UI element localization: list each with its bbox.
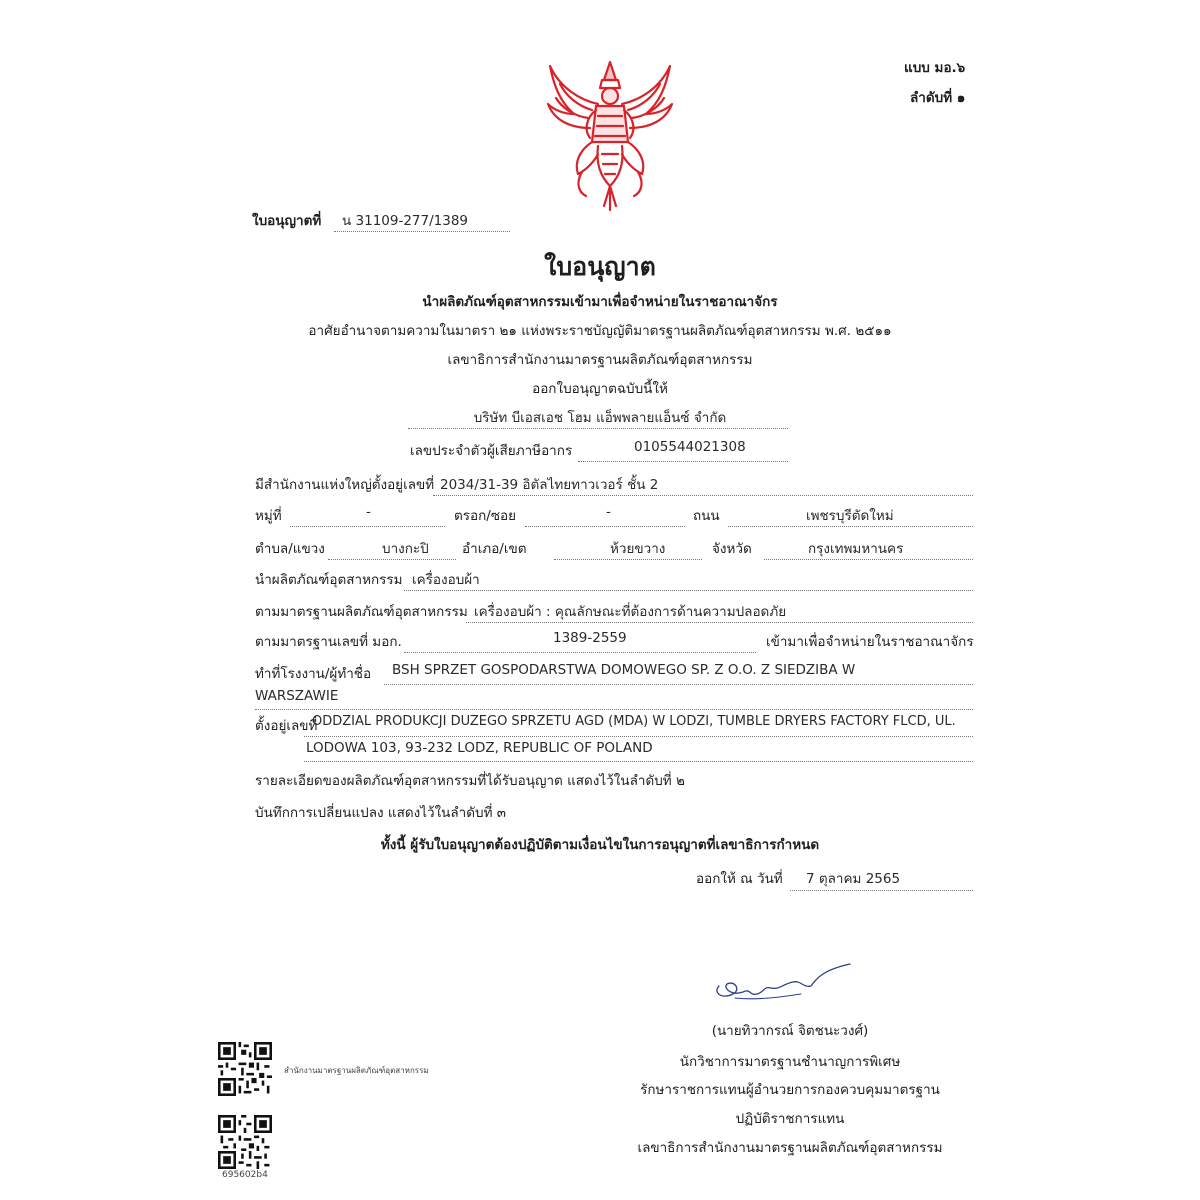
- soi-label: ตรอก/ซอย: [454, 508, 517, 524]
- road-value: เพชรบุรีตัดใหม่: [806, 508, 894, 524]
- tax-id-value: 0105544021308: [634, 439, 746, 455]
- document-subtitle: นำผลิตภัณฑ์อุตสาหกรรมเข้ามาเพื่อจำหน่ายในราชอาณาจักร: [422, 294, 778, 310]
- signer-acting: รักษาราชการแทนผู้อำนวยการกองควบคุมมาตรฐาน: [640, 1082, 940, 1098]
- garuda-emblem-icon: [540, 58, 680, 214]
- hq-value: 2034/31-39 อิตัลไทยทาวเวอร์ ชั้น 2: [440, 477, 659, 493]
- road-label: ถนน: [693, 508, 720, 524]
- soi-value: -: [606, 504, 611, 520]
- standard-label: ตามมาตรฐานผลิตภัณฑ์อุตสาหกรรม: [255, 604, 468, 620]
- signer-position: นักวิชาการมาตรฐานชำนาญการพิเศษ: [679, 1054, 901, 1070]
- dotted-line: [334, 231, 510, 232]
- subdistrict-value: บางกะปิ: [382, 541, 429, 557]
- issuer-line: เลขาธิการสำนักงานมาตรฐานผลิตภัณฑ์อุตสาหกรรม: [447, 352, 753, 368]
- standard-value: เครื่องอบผ้า : คุณลักษณะที่ต้องการด้านความปลอดภัย: [474, 604, 787, 620]
- standard-no-suffix: เข้ามาเพื่อจำหน่ายในราชอาณาจักร: [766, 634, 974, 650]
- factory-name-line1: BSH SPRZET GOSPODARSTWA DOMOWEGO SP. Z O.O. Z SIEDZIBA W: [392, 662, 856, 678]
- province-value: กรุงเทพมหานคร: [808, 541, 904, 557]
- dotted-line: [554, 559, 702, 560]
- dotted-line: [384, 684, 973, 685]
- product-value: เครื่องอบผ้า: [412, 572, 480, 588]
- district-value: ห้วยขวาง: [610, 541, 666, 557]
- dotted-line: [328, 559, 456, 560]
- condition-statement: ทั้งนี้ ผู้รับใบอนุญาตต้องปฏิบัติตามเงื่อนไขในการอนุญาตที่เลขาธิการกำหนด: [380, 837, 820, 853]
- sequence-number: ลำดับที่ ๑: [910, 90, 966, 106]
- signature-icon: [705, 958, 855, 1006]
- company-name: บริษัท บีเอสเอช โฮม แอ็พพลายแอ็นซ์ จำกัด: [473, 410, 727, 426]
- moo-label: หมู่ที่: [255, 508, 282, 524]
- standard-no-value: 1389-2559: [553, 630, 627, 646]
- product-label: นำผลิตภัณฑ์อุตสาหกรรม: [255, 572, 403, 588]
- dotted-line: [728, 526, 973, 527]
- document-code: 695602b4: [222, 1170, 268, 1180]
- province-label: จังหวัด: [712, 541, 752, 557]
- dotted-line: [790, 890, 973, 891]
- qr-caption: สำนักงานมาตรฐานผลิตภัณฑ์อุตสาหกรรม: [284, 1066, 429, 1075]
- dotted-line: [290, 526, 445, 527]
- district-label: อำเภอ/เขต: [462, 541, 527, 557]
- factory-name-line2: WARSZAWIE: [255, 688, 339, 704]
- details-note: รายละเอียดของผลิตภัณฑ์อุตสาหกรรมที่ได้รับอนุญาต แสดงไว้ในลำดับที่ ๒: [255, 773, 685, 789]
- subdistrict-label: ตำบล/แขวง: [255, 541, 325, 557]
- dotted-line: [408, 428, 788, 429]
- dotted-line: [433, 495, 973, 496]
- qr-code-icon[interactable]: [218, 1115, 272, 1169]
- dotted-line: [466, 622, 973, 623]
- issue-date-value: 7 ตุลาคม 2565: [806, 871, 901, 887]
- authority-line: อาศัยอำนาจตามความในมาตรา ๒๑ แห่งพระราชบัญญัติมาตรฐานผลิตภัณฑ์อุตสาหกรรม พ.ศ. ๒๕๑๑: [308, 323, 892, 339]
- signer-duty: ปฏิบัติราชการแทน: [735, 1111, 845, 1127]
- tax-id-label: เลขประจำตัวผู้เสียภาษีอากร: [410, 443, 573, 459]
- dotted-line: [255, 709, 973, 710]
- dotted-line: [304, 736, 973, 737]
- factory-address-label: ตั้งอยู่เลขที่: [255, 718, 318, 734]
- moo-value: -: [366, 504, 371, 520]
- dotted-line: [404, 652, 756, 653]
- signer-name: (นายทิวากรณ์ จิตชนะวงศ์): [711, 1023, 869, 1039]
- dotted-line: [404, 590, 973, 591]
- hq-label: มีสำนักงานแห่งใหญ่ตั้งอยู่เลขที่: [255, 477, 435, 493]
- standard-no-label: ตามมาตรฐานเลขที่ มอก.: [255, 634, 402, 650]
- dotted-line: [578, 461, 788, 462]
- license-no-value: น 31109-277/1389: [342, 213, 469, 229]
- dotted-line: [764, 559, 973, 560]
- dotted-line: [304, 761, 973, 762]
- factory-address-line1: ODDZIAL PRODUKCJI DUZEGO SPRZETU AGD (MDA) W LODZI, TUMBLE DRYERS FACTORY FLCD, UL.: [312, 714, 956, 729]
- issue-to-line: ออกใบอนุญาตฉบับนี้ให้: [532, 381, 668, 397]
- factory-address-line2: LODOWA 103, 93-232 LODZ, REPUBLIC OF POLAND: [306, 740, 653, 756]
- document-title: ใบอนุญาต: [544, 252, 656, 281]
- dotted-line: [525, 526, 685, 527]
- change-note: บันทึกการเปลี่ยนแปลง แสดงไว้ในลำดับที่ ๓: [255, 805, 506, 821]
- signer-office: เลขาธิการสำนักงานมาตรฐานผลิตภัณฑ์อุตสาหกรรม: [637, 1140, 943, 1156]
- form-code: แบบ มอ.๖: [904, 60, 966, 76]
- issue-date-label: ออกให้ ณ วันที่: [696, 871, 783, 887]
- qr-code-icon[interactable]: [218, 1042, 272, 1096]
- factory-label: ทำที่โรงงาน/ผู้ทำชื่อ: [255, 666, 372, 682]
- license-no-label: ใบอนุญาตที่: [252, 213, 322, 229]
